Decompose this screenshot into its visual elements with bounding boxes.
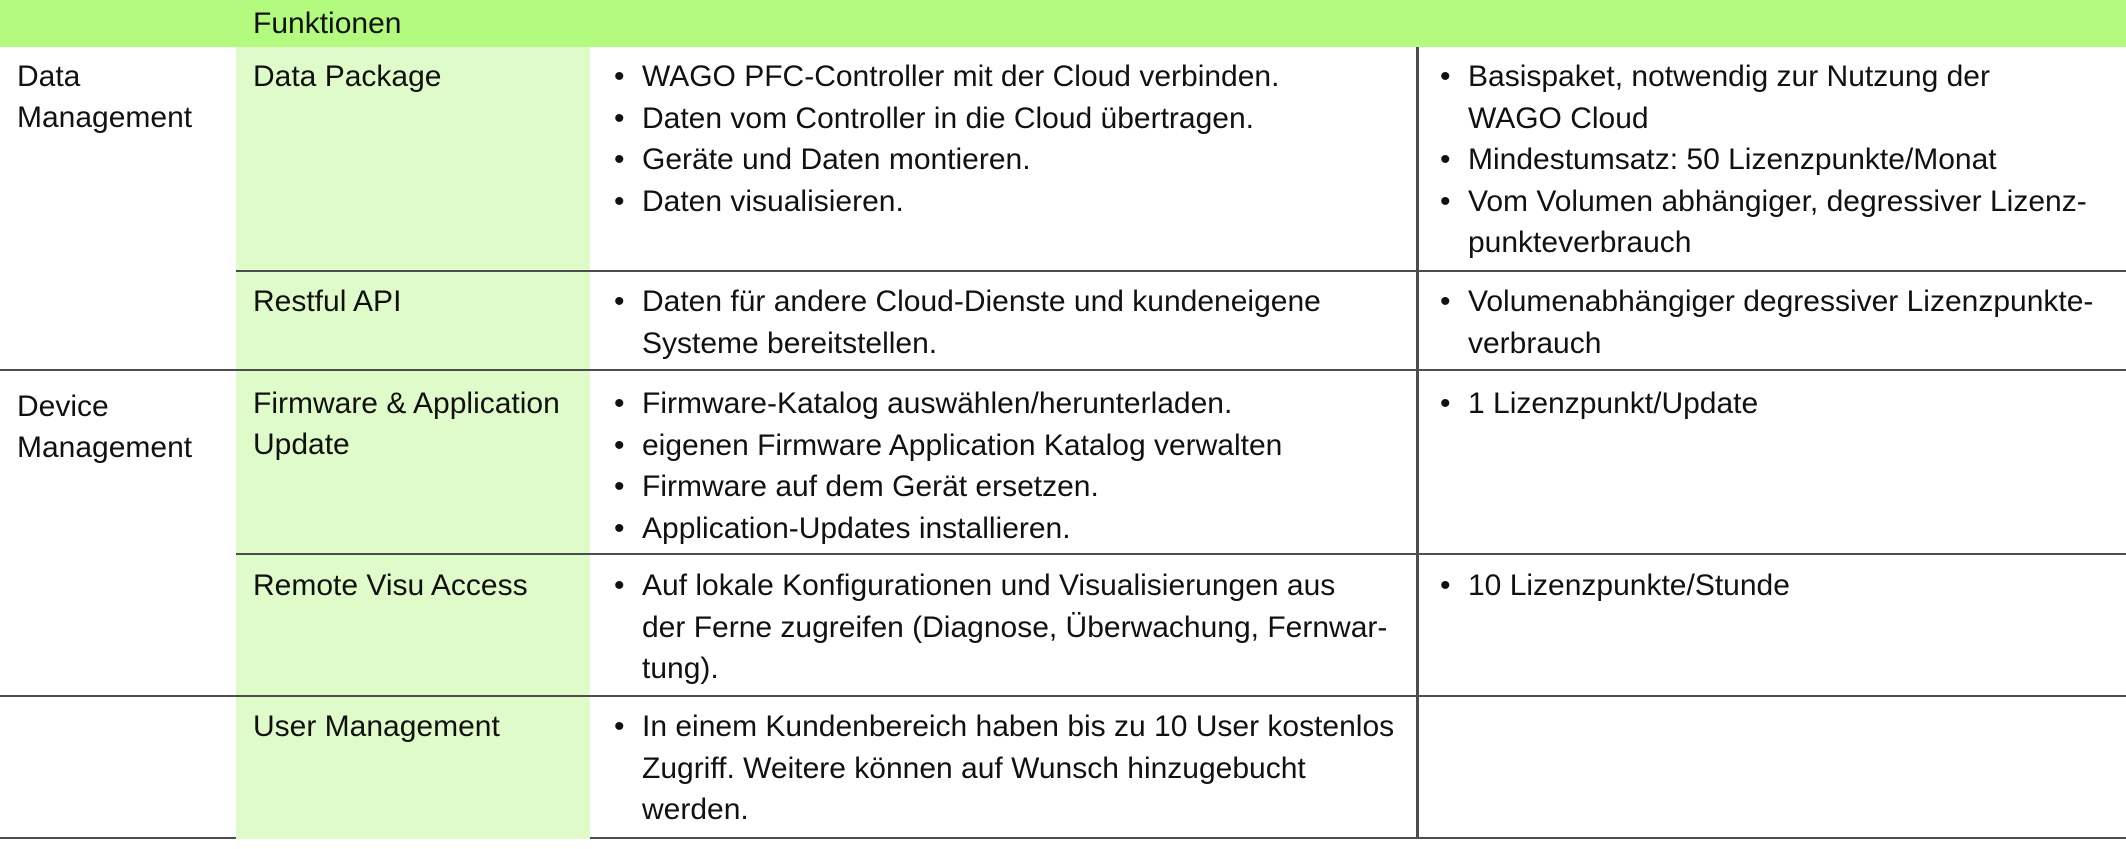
- feature-firmware-update: [253, 383, 560, 465]
- category-line: Management: [17, 101, 193, 134]
- list-item-text: Systeme bereitstellen.: [642, 326, 938, 360]
- functions-remote-visu-access: [612, 565, 1387, 690]
- list-item-text: • 1 Lizenzpunkt/Update: [1468, 387, 1759, 420]
- pricing-restful-api: [1438, 281, 2093, 364]
- list-item-text: Zugriff. Weitere können auf Wunsch hinzugebucht: [642, 751, 1306, 785]
- functions-data-package: [612, 56, 1279, 222]
- category-line: Device: [17, 390, 109, 423]
- list-item: [1438, 56, 2087, 139]
- list-item-text: • Vom Volumen abhängiger, degressiver Lizenz-: [1468, 184, 2087, 218]
- list-item-text: • WAGO PFC-Controller mit der Cloud verbinden.: [642, 60, 1280, 93]
- list-item: [1438, 181, 2087, 264]
- pricing-remote-visu-access: [1438, 565, 1790, 607]
- list-item-text: werden.: [642, 793, 749, 826]
- list-item-text: • In einem Kundenbereich haben bis zu 10 User kostenlos: [642, 710, 1395, 743]
- functions-user-management: [612, 706, 1394, 831]
- divider-group-2: [0, 695, 2126, 697]
- functions-restful-api: [612, 281, 1321, 364]
- list-item-text: WAGO Cloud: [1468, 101, 1649, 135]
- list-item-text: • Mindestumsatz: 50 Lizenzpunkte/Monat: [1468, 143, 1997, 176]
- category-line: Data: [17, 60, 81, 93]
- feature-line: User Management: [253, 710, 500, 743]
- feature-line: Restful API: [253, 285, 402, 318]
- list-item-text: • Volumenabhängiger degressiver Lizenzpunkte-: [1468, 285, 2094, 318]
- list-item-text: verbrauch: [1468, 326, 1602, 360]
- header-funktionen: Funktionen: [253, 7, 402, 40]
- list-item-text: • Daten vom Controller in die Cloud übertragen.: [642, 101, 1254, 135]
- pricing-data-package: [1438, 56, 2087, 264]
- list-item-text: • Daten visualisieren.: [642, 184, 904, 218]
- list-item: [612, 56, 1279, 98]
- list-item-text: • Auf lokale Konfigurationen und Visualisierungen aus: [642, 569, 1336, 602]
- list-item-text: • Daten für andere Cloud-Dienste und kundeneigene: [642, 285, 1321, 318]
- list-item: [612, 565, 1387, 690]
- list-item-text: • Application-Updates installieren.: [642, 511, 1071, 545]
- feature-line: Firmware & Application: [253, 387, 560, 420]
- list-item: [612, 466, 1282, 508]
- list-item: [612, 98, 1279, 140]
- feature-remote-visu-access: [253, 565, 528, 606]
- feature-user-management: [253, 706, 500, 747]
- list-item-text: • Geräte und Daten montieren.: [642, 143, 1031, 176]
- list-item-text: • Firmware auf dem Gerät ersetzen.: [642, 470, 1099, 503]
- list-item-text: punkteverbrauch: [1468, 226, 1692, 259]
- list-item-text: • Firmware-Katalog auswählen/herunterladen.: [642, 387, 1233, 420]
- divider-bottom-right: [590, 837, 2126, 839]
- divider-row-1: [236, 270, 2126, 272]
- functions-firmware-update: [612, 383, 1282, 549]
- list-item: [612, 281, 1321, 364]
- feature-line: Data Package: [253, 60, 442, 93]
- list-item: [1438, 383, 1758, 425]
- category-data-management: [17, 56, 192, 138]
- list-item-text: • 10 Lizenzpunkte/Stunde: [1468, 569, 1790, 602]
- category-device-management: [17, 386, 192, 468]
- feature-restful-api: [253, 281, 401, 322]
- list-item: [612, 425, 1282, 467]
- divider-group-1: [0, 369, 2126, 371]
- divider-row-3: [236, 553, 2126, 555]
- column-divider: [1416, 47, 1419, 839]
- list-item: [1438, 281, 2093, 364]
- list-item: [612, 383, 1282, 425]
- divider-bottom-left: [0, 837, 236, 839]
- feature-line: Update: [253, 428, 350, 461]
- list-item-text: • eigenen Firmware Application Katalog verwalten: [642, 428, 1283, 462]
- feature-line: Remote Visu Access: [253, 569, 528, 602]
- list-item-text: • Basispaket, notwendig zur Nutzung der: [1468, 60, 1990, 93]
- feature-data-package: [253, 56, 441, 97]
- list-item-text: der Ferne zugreifen (Diagnose, Überwachung, Fernwar-: [642, 610, 1388, 644]
- list-item: [1438, 139, 2087, 181]
- pricing-firmware-update: [1438, 383, 1758, 425]
- list-item: [612, 706, 1394, 831]
- list-item-text: tung).: [642, 652, 719, 685]
- list-item: [1438, 565, 1790, 607]
- list-item: [612, 181, 1279, 223]
- list-item: [612, 139, 1279, 181]
- list-item: [612, 508, 1282, 550]
- category-line: Management: [17, 431, 193, 464]
